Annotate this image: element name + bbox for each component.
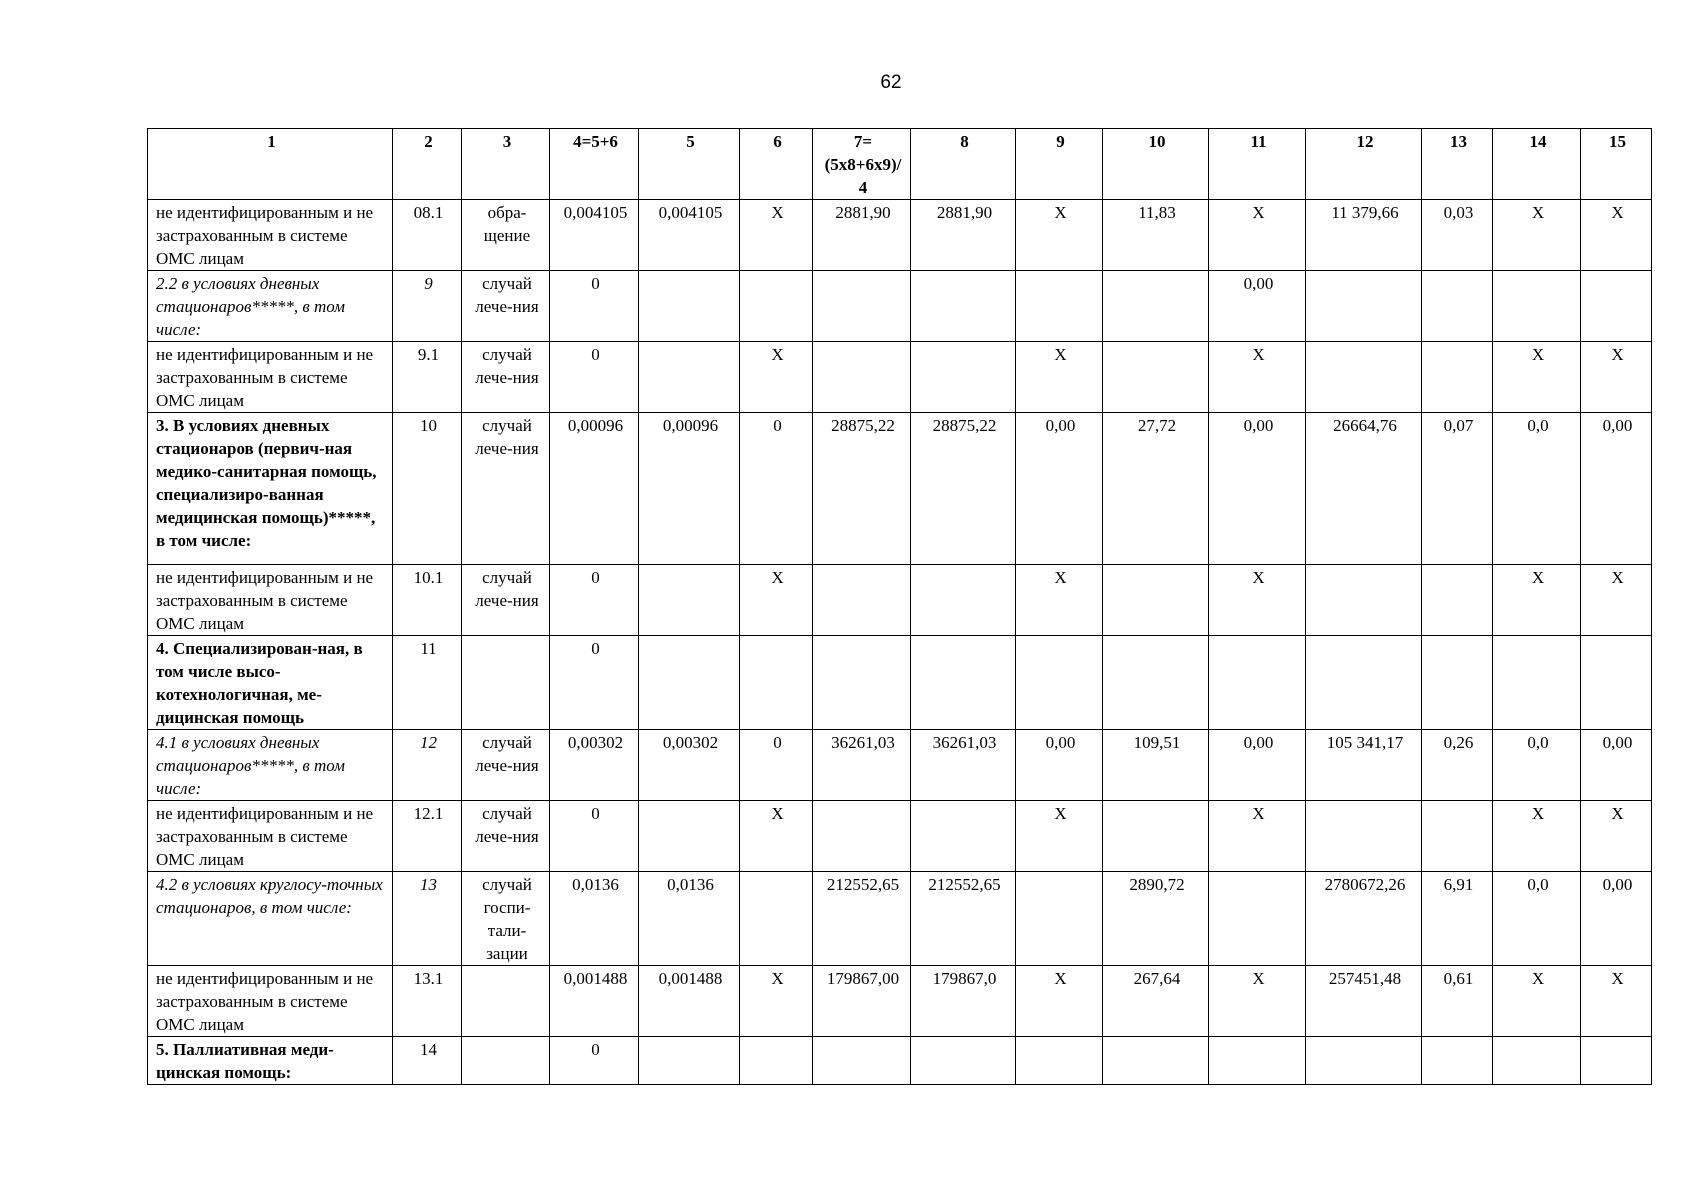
table-cell: Х xyxy=(1581,565,1652,636)
row-label-cell: не идентифицированным и не застрахованным в системе ОМС лицам xyxy=(148,342,393,413)
row-label-cell: 4.2 в условиях круглосу-точных стационаров, в том числе: xyxy=(148,872,393,966)
table-cell: 0,0 xyxy=(1493,730,1581,801)
table-cell: 212552,65 xyxy=(911,872,1016,966)
row-code-cell: 13 xyxy=(393,872,462,966)
table-cell: Х xyxy=(740,966,813,1037)
row-label-cell: 3. В условиях дневных стационаров (первич-ная медико-санитарная помощь, специализиро-ванная медицинская помощь)*****, в том числе: xyxy=(148,413,393,565)
table-cell: 212552,65 xyxy=(813,872,911,966)
table-cell: 0,26 xyxy=(1422,730,1493,801)
header-cell: 10 xyxy=(1103,129,1209,200)
table-cell: 26664,76 xyxy=(1306,413,1422,565)
table-cell: Х xyxy=(1493,342,1581,413)
table-row xyxy=(148,565,1652,636)
table-cell: случай лече-ния xyxy=(462,565,550,636)
table-cell: 0 xyxy=(550,342,639,413)
table-cell: Х xyxy=(1581,966,1652,1037)
header-cell: 9 xyxy=(1016,129,1103,200)
table-cell xyxy=(1306,565,1422,636)
table-cell: Х xyxy=(1493,801,1581,872)
header-cell: 12 xyxy=(1306,129,1422,200)
row-label-cell: не идентифицированным и не застрахованным в системе ОМС лицам xyxy=(148,200,393,271)
table-cell: 0,004105 xyxy=(550,200,639,271)
table-cell xyxy=(639,271,740,342)
header-cell: 11 xyxy=(1209,129,1306,200)
table-cell xyxy=(813,1037,911,1085)
table-cell xyxy=(462,636,550,730)
table-cell xyxy=(813,565,911,636)
table-cell: 0,0 xyxy=(1493,872,1581,966)
table-cell: 257451,48 xyxy=(1306,966,1422,1037)
table-row xyxy=(148,966,1652,1037)
table-cell xyxy=(740,872,813,966)
table-cell xyxy=(911,801,1016,872)
row-code-cell: 10.1 xyxy=(393,565,462,636)
table-cell xyxy=(1016,636,1103,730)
table-cell: Х xyxy=(740,342,813,413)
table-row xyxy=(148,200,1652,271)
table-cell xyxy=(1306,342,1422,413)
table-cell xyxy=(1103,565,1209,636)
table-cell xyxy=(1016,271,1103,342)
table-cell: 0,0136 xyxy=(639,872,740,966)
table-cell: Х xyxy=(1016,342,1103,413)
table-cell xyxy=(911,565,1016,636)
table-cell: Х xyxy=(1209,200,1306,271)
row-label-cell: 4. Специализирован-ная, в том числе высо-котехнологичная, ме-дицинская помощь xyxy=(148,636,393,730)
table-cell: 0,00 xyxy=(1209,271,1306,342)
table-cell: случай лече-ния xyxy=(462,271,550,342)
table-cell: 27,72 xyxy=(1103,413,1209,565)
table-cell: 11 379,66 xyxy=(1306,200,1422,271)
table-cell xyxy=(1306,1037,1422,1085)
table-cell: 0,00096 xyxy=(639,413,740,565)
table-cell: 0,004105 xyxy=(639,200,740,271)
table-cell xyxy=(911,636,1016,730)
table-cell: случай лече-ния xyxy=(462,730,550,801)
table-cell xyxy=(462,1037,550,1085)
table-cell: обра-щение xyxy=(462,200,550,271)
header-row xyxy=(148,129,1652,200)
table-cell: 0 xyxy=(550,565,639,636)
table-row xyxy=(148,730,1652,801)
table-cell: 0,03 xyxy=(1422,200,1493,271)
table-cell: Х xyxy=(740,565,813,636)
row-code-cell: 9 xyxy=(393,271,462,342)
row-label-cell: не идентифицированным и не застрахованным в системе ОМС лицам xyxy=(148,801,393,872)
row-code-cell: 11 xyxy=(393,636,462,730)
table-cell xyxy=(1581,271,1652,342)
table-cell: 0,00096 xyxy=(550,413,639,565)
table-cell xyxy=(639,342,740,413)
table-cell: 2780672,26 xyxy=(1306,872,1422,966)
table-cell: 0,00 xyxy=(1581,413,1652,565)
table-cell: Х xyxy=(1493,565,1581,636)
row-label-cell: не идентифицированным и не застрахованным в системе ОМС лицам xyxy=(148,565,393,636)
header-cell: 8 xyxy=(911,129,1016,200)
table-cell xyxy=(1422,801,1493,872)
table-cell xyxy=(813,271,911,342)
table-cell xyxy=(1422,342,1493,413)
table-row xyxy=(148,342,1652,413)
table-cell xyxy=(1306,801,1422,872)
row-code-cell: 9.1 xyxy=(393,342,462,413)
table-cell: 0,0 xyxy=(1493,413,1581,565)
table-cell: 28875,22 xyxy=(911,413,1016,565)
table-cell: Х xyxy=(1016,801,1103,872)
table-cell: 36261,03 xyxy=(813,730,911,801)
table-cell xyxy=(813,636,911,730)
table-cell: случай лече-ния xyxy=(462,413,550,565)
table-cell: 0 xyxy=(550,1037,639,1085)
header-cell: 7=(5х8+6х9)/4 xyxy=(813,129,911,200)
table-cell: Х xyxy=(1581,200,1652,271)
table-cell xyxy=(1581,636,1652,730)
table-cell xyxy=(1493,636,1581,730)
table-cell: 109,51 xyxy=(1103,730,1209,801)
table-cell xyxy=(740,636,813,730)
table-cell xyxy=(1493,271,1581,342)
table-cell: Х xyxy=(740,200,813,271)
table-cell xyxy=(1422,271,1493,342)
table-row xyxy=(148,413,1652,565)
row-label-cell: 4.1 в условиях дневных стационаров*****, в том числе: xyxy=(148,730,393,801)
table-cell xyxy=(740,271,813,342)
row-label-cell: не идентифицированным и не застрахованным в системе ОМС лицам xyxy=(148,966,393,1037)
row-label-cell: 5. Паллиативная меди-цинская помощь: xyxy=(148,1037,393,1085)
table-cell xyxy=(813,801,911,872)
table-cell xyxy=(1209,636,1306,730)
table-cell: 11,83 xyxy=(1103,200,1209,271)
table-row xyxy=(148,271,1652,342)
table-cell: 0,00 xyxy=(1581,730,1652,801)
table-cell xyxy=(1209,872,1306,966)
table-cell xyxy=(1422,1037,1493,1085)
table-cell: 2881,90 xyxy=(911,200,1016,271)
table-cell xyxy=(1103,1037,1209,1085)
row-code-cell: 12.1 xyxy=(393,801,462,872)
header-cell: 13 xyxy=(1422,129,1493,200)
table-cell xyxy=(1422,565,1493,636)
table-row xyxy=(148,801,1652,872)
header-cell: 14 xyxy=(1493,129,1581,200)
table-cell: 28875,22 xyxy=(813,413,911,565)
table-cell: Х xyxy=(1493,966,1581,1037)
table-row xyxy=(148,1037,1652,1085)
table-cell xyxy=(639,636,740,730)
header-cell: 3 xyxy=(462,129,550,200)
table-cell: 0,00302 xyxy=(550,730,639,801)
table-cell xyxy=(1103,801,1209,872)
table-cell: случай лече-ния xyxy=(462,342,550,413)
table-cell: 0,00302 xyxy=(639,730,740,801)
table-cell: 36261,03 xyxy=(911,730,1016,801)
table-cell xyxy=(911,271,1016,342)
table-body xyxy=(148,200,1652,1085)
table-cell xyxy=(1209,1037,1306,1085)
table-cell xyxy=(813,342,911,413)
row-code-cell: 12 xyxy=(393,730,462,801)
table-cell: Х xyxy=(740,801,813,872)
page-number: 62 xyxy=(880,72,902,93)
table-cell: 179867,00 xyxy=(813,966,911,1037)
table-cell: 2881,90 xyxy=(813,200,911,271)
row-code-cell: 14 xyxy=(393,1037,462,1085)
table-cell: 0 xyxy=(550,271,639,342)
table-cell: 2890,72 xyxy=(1103,872,1209,966)
header-cell: 15 xyxy=(1581,129,1652,200)
table-cell xyxy=(1306,636,1422,730)
table-cell xyxy=(1103,636,1209,730)
table-cell: Х xyxy=(1209,966,1306,1037)
row-code-cell: 08.1 xyxy=(393,200,462,271)
table-cell: 0,61 xyxy=(1422,966,1493,1037)
table-cell xyxy=(1493,1037,1581,1085)
table-cell xyxy=(639,801,740,872)
header-cell: 1 xyxy=(148,129,393,200)
table-cell: Х xyxy=(1581,801,1652,872)
table-cell: 0,0136 xyxy=(550,872,639,966)
table-cell: Х xyxy=(1016,966,1103,1037)
table-cell: случай госпи-тали-зации xyxy=(462,872,550,966)
table-cell xyxy=(639,565,740,636)
table-cell: Х xyxy=(1493,200,1581,271)
table-cell: 0,00 xyxy=(1016,413,1103,565)
header-cell: 6 xyxy=(740,129,813,200)
row-label-cell: 2.2 в условиях дневных стационаров*****, в том числе: xyxy=(148,271,393,342)
table-cell: 0,00 xyxy=(1209,730,1306,801)
table-cell: 0 xyxy=(550,636,639,730)
row-code-cell: 10 xyxy=(393,413,462,565)
table-cell: 6,91 xyxy=(1422,872,1493,966)
table-cell: 0,00 xyxy=(1581,872,1652,966)
table-cell: Х xyxy=(1209,801,1306,872)
table-cell: Х xyxy=(1581,342,1652,413)
table-cell xyxy=(740,1037,813,1085)
table-cell xyxy=(911,1037,1016,1085)
table-cell: 0,00 xyxy=(1016,730,1103,801)
table-cell: 179867,0 xyxy=(911,966,1016,1037)
table-cell xyxy=(639,1037,740,1085)
row-code-cell: 13.1 xyxy=(393,966,462,1037)
table-cell xyxy=(1306,271,1422,342)
table-cell: 0,07 xyxy=(1422,413,1493,565)
table-cell xyxy=(1016,1037,1103,1085)
table-cell: 0 xyxy=(550,801,639,872)
table-cell xyxy=(1581,1037,1652,1085)
table-cell xyxy=(1422,636,1493,730)
table-cell xyxy=(1103,271,1209,342)
table-cell: случай лече-ния xyxy=(462,801,550,872)
table-cell xyxy=(911,342,1016,413)
table-row xyxy=(148,872,1652,966)
table-cell: 0,001488 xyxy=(550,966,639,1037)
table-cell xyxy=(1016,872,1103,966)
table-row xyxy=(148,636,1652,730)
header-cell: 2 xyxy=(393,129,462,200)
table-cell: 0,00 xyxy=(1209,413,1306,565)
table-cell: 105 341,17 xyxy=(1306,730,1422,801)
table-cell: 0 xyxy=(740,413,813,565)
table-cell xyxy=(1103,342,1209,413)
table-cell: Х xyxy=(1209,565,1306,636)
table-cell: Х xyxy=(1209,342,1306,413)
header-cell: 5 xyxy=(639,129,740,200)
table-cell: 0,001488 xyxy=(639,966,740,1037)
header-cell: 4=5+6 xyxy=(550,129,639,200)
table-cell: Х xyxy=(1016,200,1103,271)
table-cell: 0 xyxy=(740,730,813,801)
table-cell xyxy=(462,966,550,1037)
data-table xyxy=(147,128,1652,1085)
table-cell: Х xyxy=(1016,565,1103,636)
table-cell: 267,64 xyxy=(1103,966,1209,1037)
